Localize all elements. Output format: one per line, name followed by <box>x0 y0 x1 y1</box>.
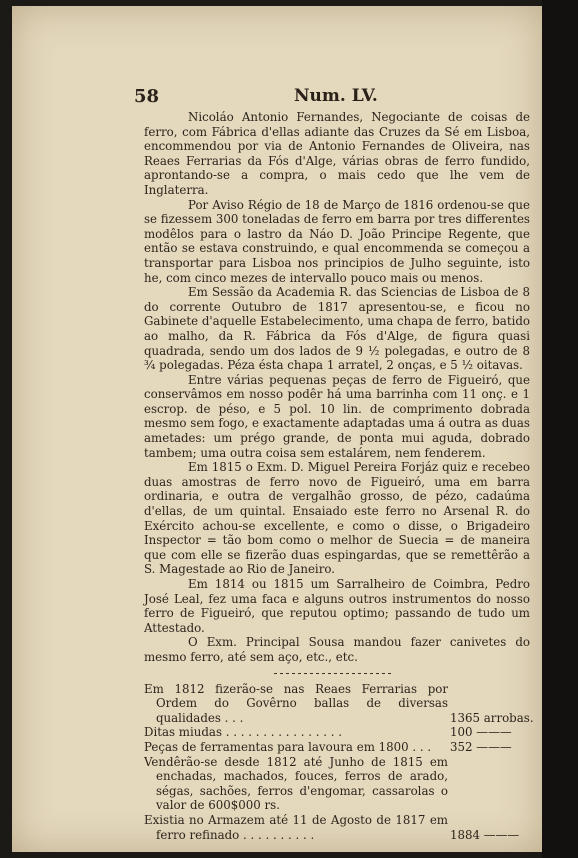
row-amount: 352 ——— <box>450 739 512 754</box>
page-title: Num. LV. <box>294 86 378 106</box>
table-row <box>144 681 534 726</box>
paragraph: O Exm. Principal Sousa mandou fazer canivetes do mesmo ferro, até sem aço, etc., etc. <box>144 635 530 664</box>
section-divider <box>274 673 394 674</box>
row-description: Em 1812 fizerão-se nas Reaes Ferrarias por Ordem do Govêrno ballas de diversas qualidades . . . <box>144 681 448 725</box>
paragraph: Por Aviso Régio de 18 de Março de 1816 ordenou-se que se fizessem 300 toneladas de ferro em barra por tres differentes modêlos para o lastro da Náo D. João Principe Regente, que então se estava construindo, e qual encommenda se começou a transportar para Lisboa nos principios de Julho seguinte, isto he, com cinco mezes de intervallo pouco mais ou menos. <box>144 197 530 285</box>
row-description: Peças de ferramentas para lavoura em 1800 . . . <box>144 739 432 754</box>
page-number: 58 <box>134 86 160 107</box>
table-row <box>144 813 530 842</box>
table-row <box>144 740 530 755</box>
table-row <box>144 725 530 740</box>
row-amount: 1884 ——— <box>450 827 520 842</box>
scan-edge <box>542 0 578 858</box>
row-description: Existia no Armazem até 11 de Agosto de 1817 em ferro refinado . . . . . . . . . . <box>144 812 448 842</box>
paragraph: Em 1814 ou 1815 um Sarralheiro de Coimbra, Pedro José Leal, fez uma faca e alguns outros instrumentos do nosso ferro de Figueiró, que reputou optimo; passando de tudo um Attestado. <box>144 577 530 635</box>
row-description: Vendêrão-se desde 1812 até Junho de 1815 em enchadas, machados, fouces, ferros de arado, ségas, sachões, ferros d'engomar, cassarolas o valor de 600$000 rs. <box>144 754 448 813</box>
paragraph: Em 1815 o Exm. D. Miguel Pereira Forjáz quiz e recebeo duas amostras de ferro novo de Figueiró, uma em barra ordinaria, e outra de vergalhão grosso, de pézo, cadaúma d'ellas, de um quintal. Ensaiado este ferro no Arsenal R. do Exército achou-se excellente, e como o disse, o Brigadeiro Inspector = tão bom como o melhor de Suecia = de maneira que com elle se fizerão duas espingardas, que se remettêrão a S. Magestade ao Rio de Janeiro. <box>144 460 530 577</box>
paragraph: Em Sessão da Academia R. das Sciencias de Lisboa de 8 do corrente Outubro de 1817 apresentou-se, e ficou no Gabinete d'aquelle Estabelecimento, uma chapa de ferro, batido ao malho, da R. Fábrica da Fós d'Alge, de figura quasi quadrada, sendo um dos lados de 9 ½ polegadas, e outro de 8 ¾ polegadas. Péza ésta chapa 1 arratel, 2 onças, e 5 ½ oitavas. <box>144 285 530 373</box>
production-table <box>144 681 534 843</box>
table-row <box>144 755 530 813</box>
row-amount: 100 ——— <box>450 725 512 740</box>
row-amount: 1365 arrobas. <box>450 710 534 725</box>
page-header <box>134 86 514 110</box>
paragraph: Nicoláo Antonio Fernandes, Negociante de coisas de ferro, com Fábrica d'ellas adiante das Cruzes da Sé em Lisboa, encommendou por via de Antonio Fernandes de Oliveira, nas Reaes Ferrarias da Fós d'Alge, várias obras de ferro fundido, aprontando-se a compra, o mais cedo que lhe vem de Inglaterra. <box>144 110 530 197</box>
paragraph: Entre várias pequenas peças de ferro de Figueiró, que conservâmos em nosso podêr há uma barrinha com 11 onç. e 1 escrop. de péso, e 5 pol. 10 lin. de comprimento dobrada mesmo sem fogo, e exactamente adaptadas uma á outra as duas ametades: um prégo grande, de ponta mui aguda, dobrado tambem; uma outra coisa sem estalárem, nem fenderem. <box>144 372 530 460</box>
row-description: Ditas miudas . . . . . . . . . . . . . . . . <box>144 725 343 740</box>
document-body <box>144 110 534 842</box>
